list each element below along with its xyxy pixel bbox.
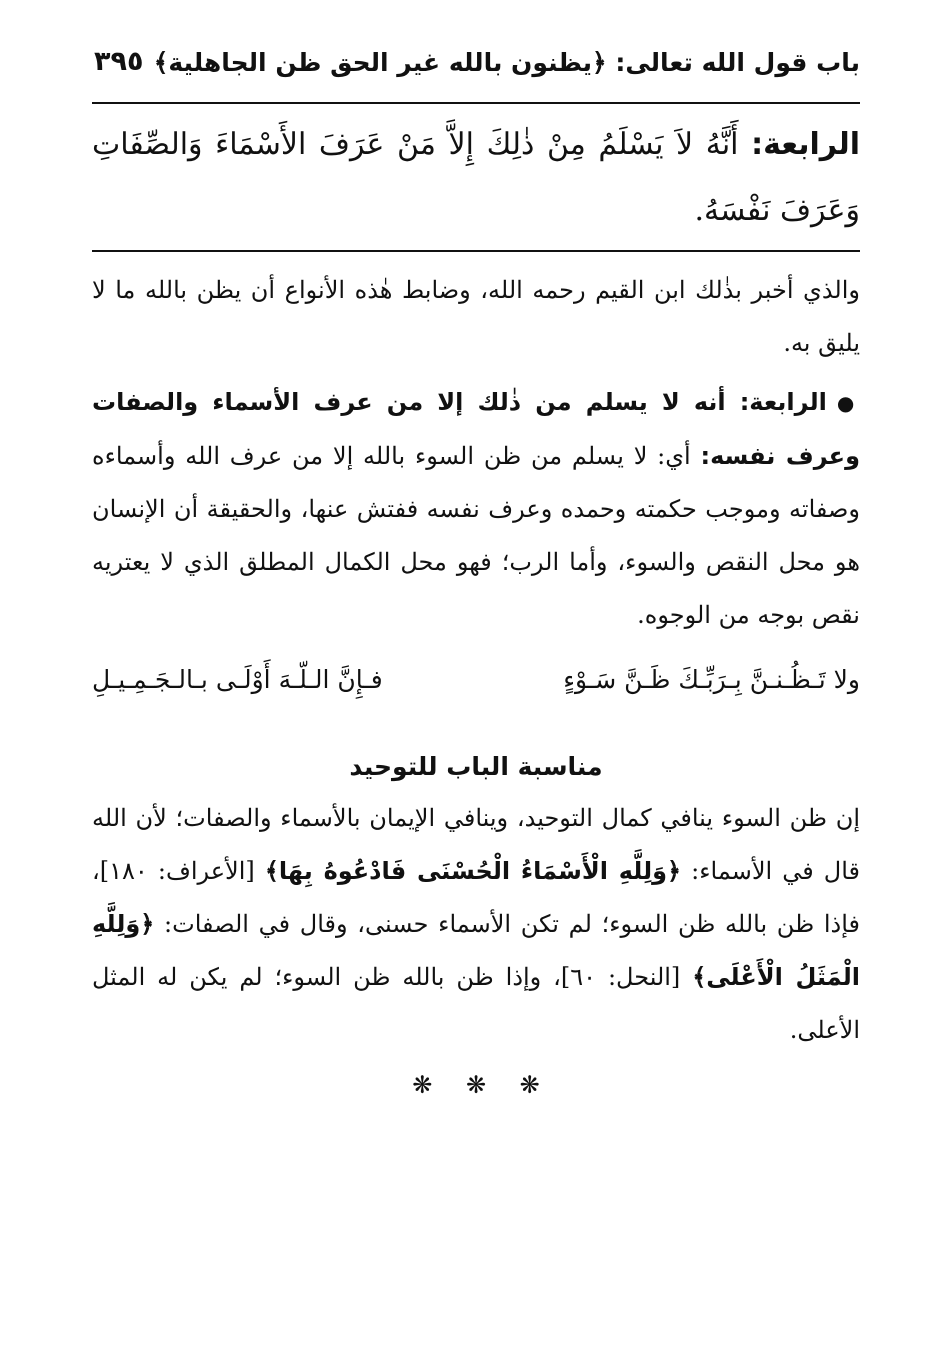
section-text-b: [الأعراف: ١٨٠]، فإذا ظن بالله ظن السوء؛ لم تكن الأسماء حسنى، وقال في الصفات: [92, 857, 860, 938]
sharh-point-text: أي: لا يسلم من ظن السوء بالله إلا من عرف الله وأسماءه وصفاته وموجب حكمته وحمده وعرف نفسه ففتش عنها، والحقيقة أن الإنسان هو محل النقص والسوء، وأما الرب؛ فهو محل الكمال المطلق الذي لا يعتريه نقص بوجه من الوجوه. [92, 442, 860, 629]
sharh-point-title: الرابعة: أنه لا يسلم من ذٰلك إلا من عرف الأسماء والصفات وعرف نفسه: [92, 388, 860, 470]
matn-rule [92, 250, 860, 252]
end-marker-stars: ❋ ❋ ❋ [412, 1071, 540, 1099]
quran-quote-2: ﴿وَلِلَّهِ الْمَثَلُ الْأَعْلَى﴾ [92, 910, 861, 991]
sharh-paragraph-1: والذي أخبر بذٰلك ابن القيم رحمه الله، وضابط هٰذه الأنواع أن يظن بالله ما لا يليق به. [92, 276, 860, 357]
verse-second-hemistich: فـإِنَّ الـلّـهَ أَوْلَـى بـالـجَـمِـيـلِ [92, 665, 383, 694]
poetry-verse [92, 652, 860, 708]
matn-label: الرابعة: [751, 127, 860, 162]
matn-text-block [92, 104, 860, 250]
section-text-c: [النحل: ٦٠]، وإذا ظن بالله ظن السوء؛ لم يكن له المثل الأعلى. [92, 963, 860, 1044]
section-heading: مناسبة الباب للتوحيد [349, 752, 603, 781]
section-text-a: إن ظن السوء ينافي كمال التوحيد، وينافي الإيمان بالأسماء والصفات؛ لأن الله قال في الأسماء: [92, 804, 861, 885]
section-paragraph [92, 792, 860, 1057]
page-number: ٣٩٥ [94, 46, 144, 77]
bullet-icon: ● [836, 391, 861, 415]
verse-first-hemistich: ولا تَـظُـنـنَّ بِـرَبِّـكَ ظَـنَّ سَـوْءٍ [563, 665, 860, 694]
quran-quote-1: ﴿وَلِلَّهِ الْأَسْمَاءُ الْحُسْنَى فَادْعُوهُ بِهَا﴾ [264, 857, 682, 885]
sharh-paragraph-2 [92, 376, 860, 642]
matn-text: أَنَّهُ لاَ يَسْلَمُ مِنْ ذٰلِكَ إِلاَّ مَنْ عَرَفَ الأَسْمَاءَ وَالصِّفَاتِ وَعَرَفَ نَفْسَهُ. [92, 127, 860, 228]
page-header [92, 40, 860, 102]
chapter-title: باب قول الله تعالى: ﴿يظنون بالله غير الحق ظن الجاهلية﴾ [153, 48, 860, 77]
book-page [92, 40, 860, 1099]
